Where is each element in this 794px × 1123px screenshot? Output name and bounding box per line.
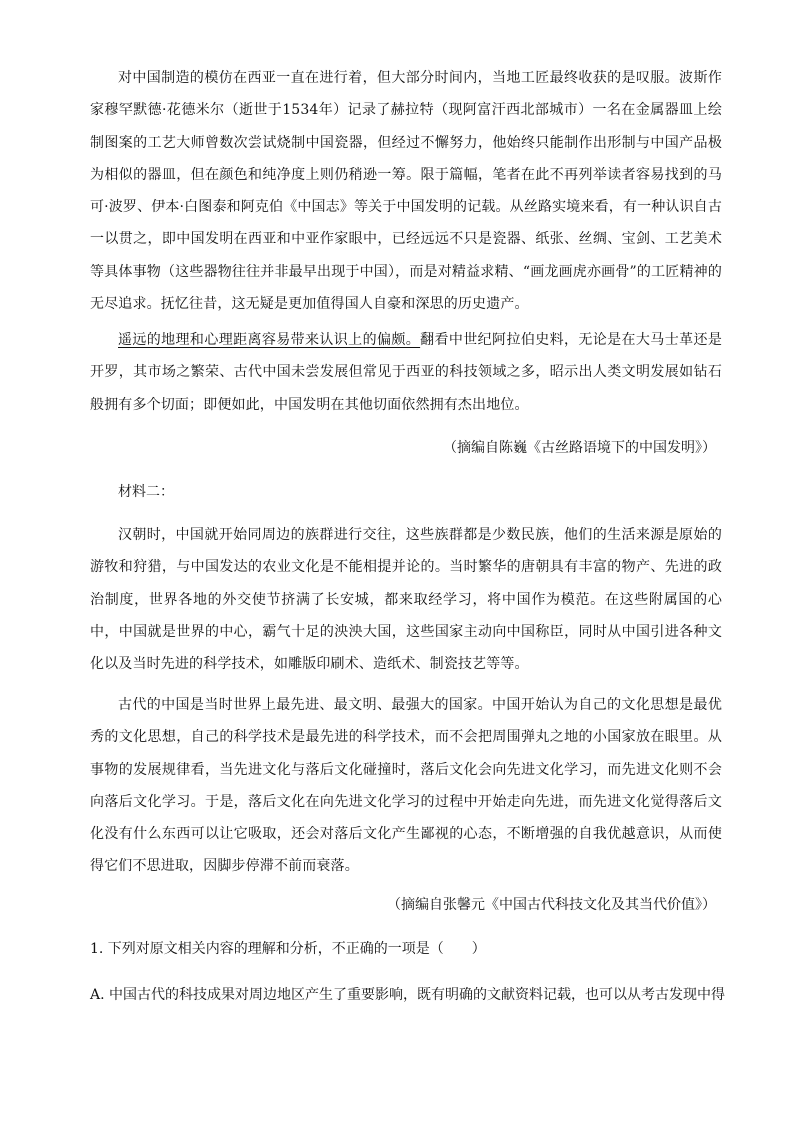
material-one-paragraph-1: 对中国制造的模仿在西亚一直在进行着，但大部分时间内，当地工匠最终收获的是叹服。波斯作家穆罕默德·花德米尔（逝世于1534年）记录了赫拉特（现阿富汗西北部城市）一名在金属器皿上绘制图案的工艺大师曾数次尝试烧制中国瓷器，但经过不懈努力，他始终只能制作出形制与中国产品极为相似的器皿，但在颜色和纯净度上则仍稍逊一筹。限于篇幅，笔者在此不再列举读者容易找到的马可·波罗、伊本·白图泰和阿克伯《中国志》等关于中国发明的记载。从丝路实境来看，有一种认识自古一以贯之，即中国发明在西亚和中亚作家眼中，已经远远不只是瓷器、纸张、丝绸、宝剑、工艺美术等具体事物（这些器物往往并非最早出现于中国），而是对精益求精、“画龙画虎亦画骨”的工匠精神的无尽追求。抚忆往昔，这无疑是更加值得国人自豪和深思的历史遗产。: [90, 70, 722, 313]
question-1-stem: 1. 下列对原文相关内容的理解和分析，不正确的一项是（ ）: [90, 941, 486, 957]
question-1-option-a: A. 中国古代的科技成果对周边地区产生了重要影响，既有明确的文献资料记载，也可以从考古发现中得: [90, 987, 726, 1003]
material-one-paragraph-2: [90, 324, 722, 421]
material-two-label: 材料二：: [118, 484, 174, 500]
material-one-source: （摘编自陈巍《古丝路语境下的中国发明》）: [443, 440, 716, 456]
material-two-paragraph-1: 汉朝时，中国就开始同周边的族群进行交往，这些族群都是少数民族，他们的生活来源是原始的游牧和狩猎，与中国发达的农业文化是不能相提并论的。当时繁华的唐朝具有丰富的物产、先进的政治制度，世界各地的外交使节挤满了长安城，都来取经学习，将中国作为模范。在这些附属国的心中，中国就是世界的中心，霸气十足的泱泱大国，这些国家主动向中国称臣，同时从中国引进各种文化以及当时先进的科学技术，如雕版印刷术、造纸术、制瓷技艺等等。: [90, 527, 722, 673]
material-two-paragraph-2: 古代的中国是当时世界上最先进、最文明、最强大的国家。中国开始认为自己的文化思想是最优秀的文化思想，自己的科学技术是最先进的科学技术，而不会把周围弹丸之地的小国家放在眼里。从事物的发展规律看，当先进文化与落后文化碰撞时，落后文化会向先进文化学习，而先进文化则不会向落后文化学习。于是，落后文化在向先进文化学习的过程中开始走向先进，而先进文化觉得落后文化没有什么东西可以让它吸取，还会对落后文化产生鄙视的心态，不断增强的自我优越意识，从而使得它们不思进取，因脚步停滞不前而衰落。: [90, 697, 722, 875]
underlined-sentence: 遥远的地理和心理距离容易带来认识上的偏颇。: [118, 332, 421, 348]
paragraph-2-continuation: 翻看中世纪阿拉伯史料，无论是在大马士革还是开罗，其市场之繁荣、古代中国未尝发展但常见于西亚的科技领域之多，昭示出人类文明发展如钻石般拥有多个切面；即便如此，中国发明在其他切面依然拥有杰出地位。: [90, 332, 722, 413]
material-two-source: （摘编自张馨元《中国古代科技文化及其当代价值》）: [387, 897, 716, 913]
